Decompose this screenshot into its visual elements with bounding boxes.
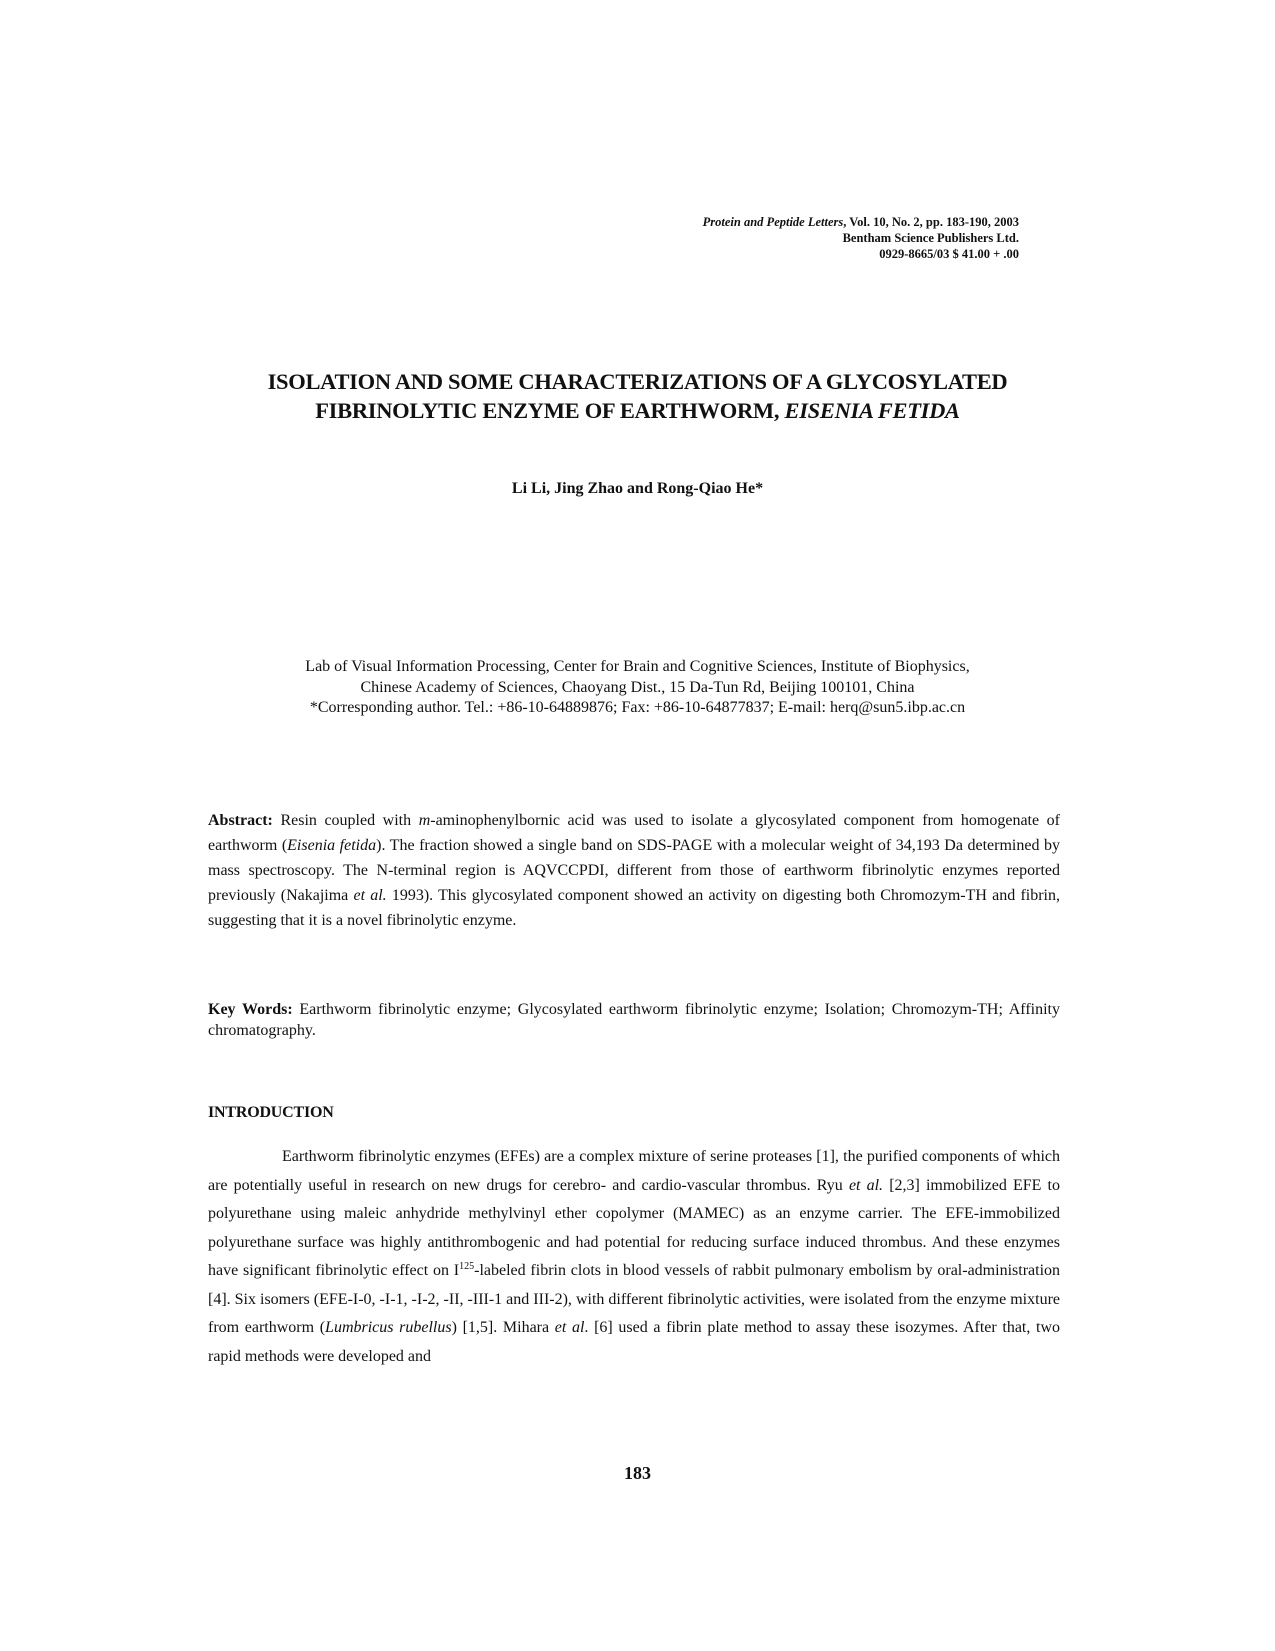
intro-italic: et al (554, 1319, 585, 1336)
affiliation-line-2: Chinese Academy of Sciences, Chaoyang Dist., 15 Da-Tun Rd, Beijing 100101, China (360, 678, 915, 696)
publisher-line: Bentham Science Publishers Ltd. (842, 231, 1019, 245)
abstract-italic: et al. (353, 887, 387, 904)
intro-text: Earthworm fibrinolytic enzymes (EFEs) are a complex mixture of serine proteases [1], the purified components of which are potentially useful in research on new drugs for cerebro- and cardio-vascular thrombus. Ryu (208, 1148, 1060, 1194)
abstract-italic: m (418, 812, 431, 829)
intro-text: -labeled fibrin clots in blood vessels of rabbit pulmonary embolism by oral-administration [4]. Six isomers (EFE-I-0, -I-1, -I-2, -II, -III-1 and III-2), with different fibrinolytic activities, were isolated from the enzyme mixture from earthworm ( (208, 1262, 1061, 1336)
title-line-2 (150, 396, 1125, 425)
paper-title (150, 367, 1125, 425)
page-number: 183 (624, 1463, 651, 1483)
abstract-text: ). The fraction showed a single band on SDS-PAGE with a molecular weight of 34,193 Da determined by mass spectroscopy. The N-terminal region is AQVCCPDI, different from those of earthworm fibrinolytic enzymes reported previously (Nakajima (208, 837, 1060, 904)
abstract-text: Resin coupled with (272, 812, 419, 829)
intro-italic: Lumbricus rubellus (325, 1319, 452, 1336)
keywords-label: Key Words: (208, 1001, 293, 1018)
intro-text: [2,3] immobilized EFE to polyurethane using maleic anhydride methylvinyl ether copolymer (MAMEC) as an enzyme carrier. The EFE-immobilized polyurethane surface was highly antithrombogenic and had potential for reducing surface induced thrombus. And these enzymes have significant fibrinolytic effect on I (208, 1176, 1060, 1279)
title-species: EISENIA FETIDA (784, 398, 960, 423)
intro-text: ) [1,5]. Mihara (451, 1319, 555, 1336)
introduction-paragraph (208, 1143, 1060, 1371)
section-heading-introduction: INTRODUCTION (208, 1104, 334, 1121)
intro-text: . [6] used a fibrin plate method to assay these isozymes. After that, two rapid methods were developed and (208, 1319, 1061, 1365)
keywords (208, 1000, 1060, 1041)
keywords-text: Earthworm fibrinolytic enzyme; Glycosylated earthworm fibrinolytic enzyme; Isolation; Chromozym-TH; Affinity chromatography. (208, 1001, 1060, 1039)
issn-line: 0929-8665/03 $ 41.00 + .00 (879, 247, 1019, 261)
authors: Li Li, Jing Zhao and Rong-Qiao He* (511, 480, 764, 497)
abstract-text: -aminophenylbornic acid was used to isolate a glycosylated component from homogenate of earthworm ( (208, 812, 1060, 854)
journal-name: Protein and Peptide Letters (702, 215, 844, 229)
citation-line (703, 214, 1019, 230)
citation-details: , Vol. 10, No. 2, pp. 183-190, 2003 (843, 215, 1019, 229)
abstract-italic: Eisenia fetida (287, 837, 377, 854)
abstract-label: Abstract: (208, 812, 273, 829)
journal-header (703, 214, 1019, 262)
affiliation (150, 657, 1125, 719)
abstract-text: 1993). This glycosylated component showed an activity on digesting both Chromozym-TH and fibrin, suggesting that it is a novel fibrinolytic enzyme. (208, 887, 1060, 929)
isotope-superscript: 125 (459, 1261, 475, 1272)
corresponding-author: *Corresponding author. Tel.: +86-10-64889876; Fax: +86-10-64877837; E-mail: herq@sun5.ibp.ac.cn (309, 699, 966, 716)
title-line-1: ISOLATION AND SOME CHARACTERIZATIONS OF A GLYCOSYLATED (267, 369, 1008, 394)
abstract (208, 808, 1060, 933)
title-line-2-text: FIBRINOLYTIC ENZYME OF EARTHWORM, (315, 398, 785, 423)
affiliation-line-1: Lab of Visual Information Processing, Center for Brain and Cognitive Sciences, Institute of Biophysics, (305, 658, 970, 675)
intro-italic: et al. (848, 1176, 884, 1194)
